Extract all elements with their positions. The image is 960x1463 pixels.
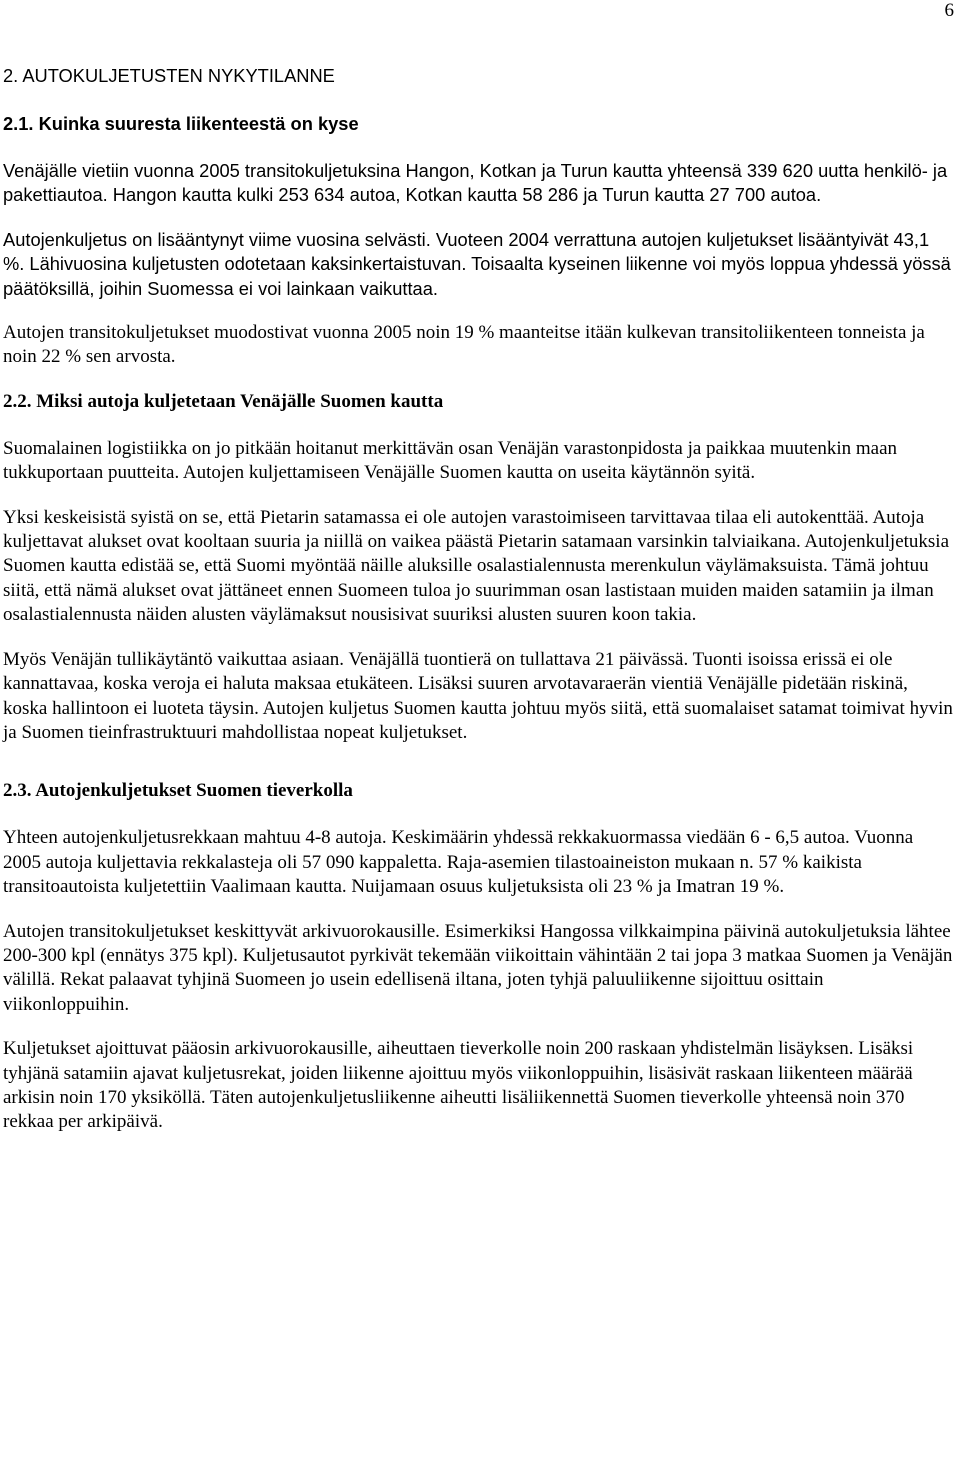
section-2-1-paragraph-1: Venäjälle vietiin vuonna 2005 transitokuljetuksina Hangon, Kotkan ja Turun kautta yhteensä 339 620 uutta henkilö- ja pakettiautoa. Hangon kautta kulki 253 634 autoa, Kotkan kautta 58 286 ja Turun kautta 27 700 autoa. (3, 160, 948, 206)
main-title: 2. AUTOKULJETUSTEN NYKYTILANNE (3, 65, 335, 86)
section-2-2-title: 2.2. Miksi autoja kuljetetaan Venäjälle Suomen kautta (3, 390, 444, 412)
section-2-2-paragraph-2: Yksi keskeisistä syistä on se, että Pietarin satamassa ei ole autojen varastoimiseen tarvittavaa tilaa eli autokenttää. Autoja kuljettavat alukset ovat kooltaan suuria ja niillä on vaikea päästä Pietarin satamaan varsinkin talviaikana. Autojenkuljetuksia Suomen kautta edistää se, että Suomi myöntää näille aluksille osalastialennusta merenkulun väylämaksuista. Tämä johtuu siitä, että nämä alukset ovat jättäneet ennen Suomeen tuloa jo suurimman osan lastistaan muiden maiden satamiin ja ilman osalastialennusta näiden alusten väylämaksut nousisivat suuriksi alusten suuren koon takia. (3, 506, 950, 626)
section-2-1-paragraph-2: Autojenkuljetus on lisääntynyt viime vuosina selvästi. Vuoteen 2004 verrattuna autojen kuljetukset lisääntyivät 43,1 %. Lähivuosina kuljetusten odotetaan kaksinkertaistuvan. Toisaalta kyseinen liikenne voi myös loppua yhdessä yössä päätöksillä, joihin Suomessa ei voi lainkaan vaikuttaa. (3, 228, 951, 299)
section-2-2-paragraph-3: Myös Venäjän tullikäytäntö vaikuttaa asiaan. Venäjällä tuontierä on tullattava 21 päivässä. Tuonti isoissa erissä ei ole kannattavaa, koska veroja ei haluta maksaa etukäteen. Lisäksi suuren arvotavaraerän vientiä Venäjälle pidetään riskinä, koska hallintoon ei luoteta täysin. Autojen kuljetus Suomen kautta johtuu myös siitä, että suomalaiset satamat toimivat hyvin ja Suomen tieinfrastruktuuri mahdollistaa nopeat kuljetukset. (3, 648, 953, 743)
section-2-3-paragraph-1: Yhteen autojenkuljetusrekkaan mahtuu 4-8 autoja. Keskimäärin yhdessä rekkakuormassa viedään 6 - 6,5 autoa. Vuonna 2005 autoja kuljettavia rekkalasteja oli 57 090 kappaletta. Raja-asemien tilastoaineiston mukaan n. 57 % kaikista transitoautoista kuljetettiin Vaalimaan kautta. Nuijamaan osuus kuljetuksista oli 23 % ja Imatran 19 %. (3, 827, 914, 898)
section-2-1-title: 2.1. Kuinka suuresta liikenteestä on kyse (3, 113, 359, 134)
page-number: 6 (944, 0, 954, 21)
section-2-3-paragraph-2: Autojen transitokuljetukset keskittyvät arkivuorokausille. Esimerkiksi Hangossa vilkkaimpina päivinä autokuljetuksia lähtee 200-300 kpl (ennätys 375 kpl). Kuljetusautot pyrkivät tekemään viikoittain vähintään 2 tai jopa 3 matkaa Suomen ja Venäjän välillä. Rekat palaavat tyhjinä Suomeen jo usein edellisenä iltana, joten tyhjä paluuliikenne sijoittuu osittain viikonloppuihin. (3, 920, 953, 1015)
section-2-1-paragraph-3: Autojen transitokuljetukset muodostivat vuonna 2005 noin 19 % maanteitse itään kulkevan transitoliikenteen tonneista ja noin 22 % sen arvosta. (3, 322, 925, 368)
section-2-2-paragraph-1: Suomalainen logistiikka on jo pitkään hoitanut merkittävän osan Venäjän varastonpidosta ja paikkaa muutenkin maan tukkuportaan puutteita. Autojen kuljettamiseen Venäjälle Suomen kautta on useita käytännön syitä. (3, 437, 898, 484)
section-2-3-paragraph-3: Kuljetukset ajoittuvat pääosin arkivuorokausille, aiheuttaen tieverkolle noin 200 raskaan yhdistelmän lisäyksen. Lisäksi tyhjänä satamiin ajavat kuljetusrekat, joiden liikenne ajoittuu myös viikonloppuihin, lisäsivät raskaan liikenteen määrää arkisin noin 170 yksiköllä. Täten autojenkuljetusliikenne aiheutti lisäliikennettä Suomen tieverkolle yhteensä noin 370 rekkaa per arkipäivä. (3, 1038, 914, 1133)
document-body (3, 64, 953, 1155)
section-2-3-title: 2.3. Autojenkuljetukset Suomen tieverkolla (3, 780, 353, 802)
